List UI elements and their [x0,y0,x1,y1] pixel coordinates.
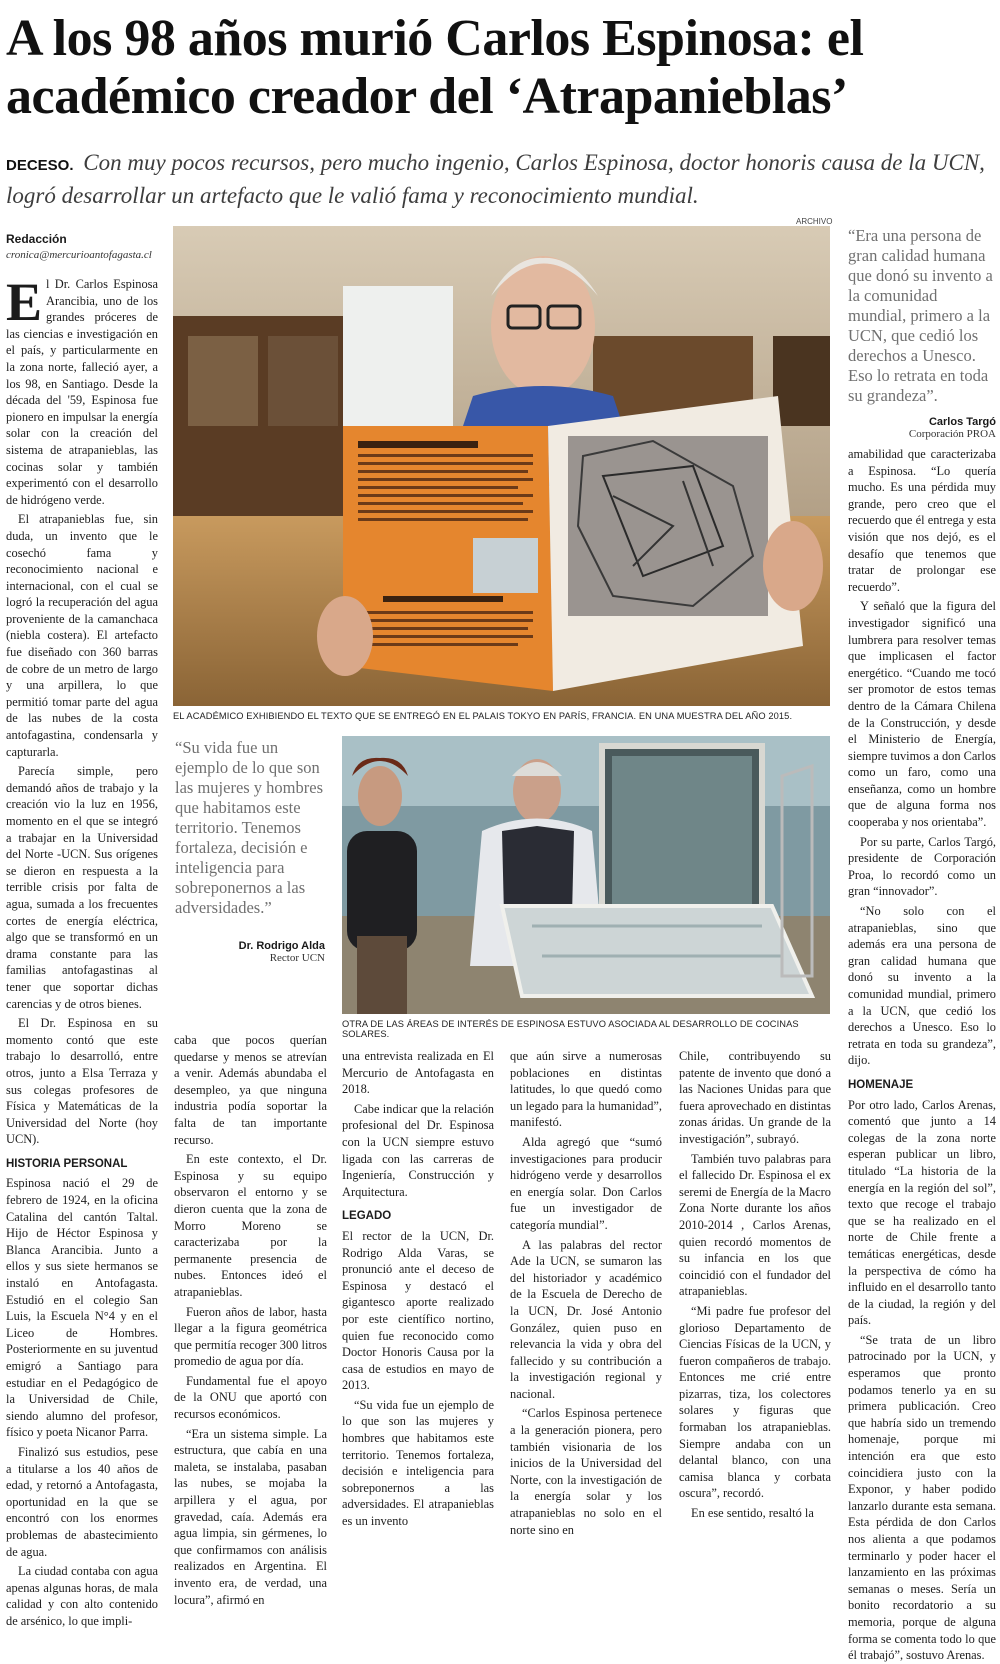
paragraph: una entrevista realizada en El Mercurio de Antofagasta en 2018. [342,1049,494,1097]
paragraph: El atrapanieblas fue, sin duda, un invento que le cosechó fama y reconocimiento nacional e internacional, con el cual se logró la recuperación del agua proveniente de la camanchaca (niebla costera). El artefacto fue diseñado con 360 barras de cobre de un metro de largo y una arpillera, lo que permitió tomar parte del agua de las nubes de la costa antofagastina, condensarla y capturarla. [6,512,158,759]
paragraph: Fueron años de labor, hasta llegar a la figura geométrica que permitía recoger 300 litros promedio de agua por día. [174,1304,327,1369]
paragraph: Finalizó sus estudios, pese a titularse a los 40 años de edad, y retornó a Antofagasta, oportunidad en la que se encontró con los enormes problemas de abastecimiento de agua. [6,1444,158,1559]
photo-solar-cooker [342,736,830,1014]
photo-caption-1: EL ACADÉMICO EXHIBIENDO EL TEXTO QUE SE ENTREGÓ EN EL PALAIS TOKYO EN PARÍS, FRANCIA. EN UNA MUESTRA DEL AÑO 2015. [173,711,793,721]
subhead-homenaje: HOMENAJE [848,1078,914,1091]
paragraph: En este contexto, el Dr. Espinosa y su equipo observaron el entorno y se dieron cuenta que la zona de Morro Moreno se caracterizaba por la permanente presencia de nubes. Entonces ideó el atrapanieblas. [174,1152,327,1299]
photo-illustration [342,736,830,1014]
paragraph: También tuvo palabras para el fallecido Dr. Espinosa el ex seremi de Energía de la Macro Zona Norte durante los años 2010-2014 , Carlos Arenas, quien recordó momentos de su infancia en los que coincidió con el fundador del atrapanieblas. [679,1151,831,1299]
paragraph: “Era un sistema simple. La estructura, que cabía en una maleta, se instalaba, pasaban las nubes, se mojaba la arpillera y el agua, por gravedad, caía. Además era agua limpia, sin gérmenes, lo que confirmamos con análisis realizados en Argentina. El invento era, de verdad, una locura”, afirmó en [174,1426,327,1607]
pull-quote-targo [848,226,996,440]
column-5 [679,1048,831,1521]
paragraph: Por otro lado, Carlos Arenas, comentó que junto a 14 colegas de la zona norte esperan publicar un libro, titulado “La historia de la energía en la región del sol”, texto que recoge el trabajo que se ha realizado en el norte de Chile frente a temáticas energéticas, desde la perspectiva de cómo ha influido en el desarrollo tanto de la ciudad, la región y del país. [848,1097,996,1328]
column-1 [6,272,158,1628]
paragraph: “Carlos Espinosa pertenece a la generación pionera, pero también visionaria de los inicios de la Universidad del Norte, con la investigación de la energía solar y los atrapanieblas no solo en el norte sino en [510,1406,662,1537]
paragraph: El Dr. Espinosa en su momento contó que este trabajo lo desarrolló, entre otros, junto a Elsa Terraza y sus colegas profesores de Física y Matemáticas de la Universidad del Norte (hoy UCN). [6,1016,158,1147]
column-3 [342,1048,494,1529]
paragraph: Chile, contribuyendo su patente de invento que donó a las Naciones Unidas para que fuera aprovechado en distintas zonas áridas. Un grande de la investigación”, subrayó. [679,1049,831,1146]
paragraph: Cabe indicar que la relación profesional del Dr. Espinosa con la UCN siempre estuvo ligada con las carreras de Ingeniería, Construcción y Arquitectura. [342,1101,494,1199]
paragraph: Parecía simple, pero demandó años de trabajo y la creación vio la luz en 1956, momento en el que se integró a trabajar en la Universidad del Norte -UCN. Sus orígenes se dieron en respuesta a la terrible crisis por falta de agua, sumada a los frecuentes cortes de energía eléctrica, algo que se transformó en un drama constante para las familias antofagastinas al tener que soportar dichas carencias y de otros bienes. [6,764,158,1011]
paragraph: Alda agregó que “sumó investigaciones para producir hidrógeno verde y desarrollos en energía solar. Don Carlos fue un investigador de categoría mundial”. [510,1134,662,1232]
paragraph: El rector de la UCN, Dr. Rodrigo Alda Varas, se pronunció ante el deceso de Espinosa y destacó el gigantesco aporte realizado por este científico nortino, quien fue reconocido como Doctor Honoris Causa por la casa de estudios en mayo de 2013. [342,1228,494,1393]
paragraph: “No solo con el atrapanieblas, sino que además era una persona de gran calidad humana que donó su invento a la comunidad mundial, primero a la UCN, que cedió los derechos a Unesco. Eso lo retrata en toda su grandeza”, dijo. [848,904,996,1068]
byline-name: Redacción [6,232,67,246]
paragraph: “Se trata de un libro patrocinado por la UCN, y esperamos que pronto podamos tenerlo ya en su primera publicación. Creo que habría sido un tremendo homenaje, porque mi intención era que esto coincidiera justo con la Exponor, y haber podido lanzarlo durante esta semana. Esta pérdida de don Carlos nos alienta a que podamos terminarlo y poder hacer el lanzamiento en las próximas semanas o meses. Sería un bonito recordatorio a su memoria, porque de alguna forma se comenta todo lo que él trabajó”, sostuvo Arenas. [848,1332,996,1663]
paragraph: “Su vida fue un ejemplo de lo que son las mujeres y hombres que habitamos este territorio. Tenemos fortaleza, decisión e inteligencia para sobreponernos a las adversidades. El atrapanieblas es un invento [342,1397,494,1529]
pull-quote-name: Dr. Rodrigo Alda [238,940,325,952]
photo-espinosa-book [173,226,830,706]
deck-kicker: DECESO. [6,157,74,174]
paragraph: Fundamental fue el apoyo de la ONU que aportó con recursos económicos. [174,1373,327,1422]
pull-quote-role: Rector UCN [269,952,325,964]
drop-cap: E [6,272,43,332]
pull-quote-text: “Su vida fue un ejemplo de lo que son las mujeres y hombres que habitamos este territorio. Tenemos fortaleza, decisión e inteligencia para sobreponernos a las adversidades.” [175,738,324,917]
column-4 [510,1048,662,1537]
paragraph: El Dr. Carlos Espinosa Arancibia, uno de los grandes próceres de las ciencias e investigación en el país, y particularmente en la zona norte, falleció ayer, a los 98, en Santiago. Desde la década del '59, Espinosa fue pionero en impulsar la energía solar con la creación del sistema de atrapanieblas, las cocinas solar y también experimentó con el desarrollo de hidrógeno verde. [6,272,158,507]
photo-illustration [173,226,830,706]
paragraph: A las palabras del rector Ade la UCN, se sumaron las del historiador y académico de la Escuela de Derecho de la UCN, Dr. José Antonio González, quien puso en relevancia la vida y obra del fallecido y su contribución a la investigación regional y nacional. [510,1237,662,1401]
column-6 [848,446,996,1663]
pull-quote-name: Carlos Targó [928,416,996,428]
deck [6,148,996,211]
paragraph: Por su parte, Carlos Targó, presidente de Corporación Proa, lo recordó como un gran “innovador”. [848,834,996,899]
pull-quote-alda [175,738,325,964]
paragraph: amabilidad que caracterizaba a Espinosa. “Lo quería mucho. Es una pérdida muy grande, pero creo que el recuerdo que él entrega y esta visión que nos dejó, es el desafío que tenemos que tratar de prolongar ese recuerdo”. [848,447,996,594]
subhead-legado: LEGADO [342,1210,392,1223]
paragraph: “Mi padre fue profesor del glorioso Departamento de Ciencias Físicas de la UCN, y fueron compañeros de trabajo. Entonces me crié entre pizarras, tiza, los colectores solares y figuras que formaban los atrapanieblas. Siempre andaba con un delantal blanco, con una camisa blanca y corbata oscura”, recordó. [679,1303,831,1501]
paragraph: Y señaló que la figura del investigador significó una lumbrera para resolver temas que implicasen el factor energético. “Cuando me tocó ser promotor de estos temas dentro de la Cámara Chilena de la Construcción, y desde el Ministerio de Energía, siempre tuvimos a don Carlos como un faro, como una enseñanza, como un hombre que de alguna forma nos cooperaba y nos orientaba”. [848,599,996,830]
subhead-historia: HISTORIA PERSONAL [6,1157,128,1170]
paragraph: En ese sentido, resaltó la [691,1506,814,1521]
byline-email: cronica@mercurioantofagasta.cl [6,249,152,261]
photo-credit: ARCHIVO [796,217,833,226]
deck-text: Con muy pocos recursos, pero mucho ingenio, Carlos Espinosa, doctor honoris causa de la UCN, logró desarrollar un artefacto que le valió fama y reconocimiento mundial. [6,150,985,208]
photo-caption-2: OTRA DE LAS ÁREAS DE INTERÉS DE ESPINOSA ESTUVO ASOCIADA AL DESARROLLO DE COCINAS SOLARES. [342,1019,799,1039]
paragraph: Espinosa nació el 29 de febrero de 1924, en la oficina Catalina del cantón Taltal. Hijo de Héctor Espinosa y Blanca Arancibia. Junto a ellos y sus siete hermanos se instaló en Antofagasta. Estudió en el colegio San Luis, la Escuela N°4 y en el Liceo de Hombres. Posteriormente en su juventud emigró a Santiago para estudiar en el Pedagógico de la Universidad de Chile, siendo alumno del profesor, físico y poeta Nicanor Parra. [6,1176,158,1440]
headline: A los 98 años murió Carlos Espinosa: el académico creador del ‘Atrapanieblas’ [6,10,864,125]
paragraph: La ciudad contaba con agua apenas algunas horas, de mala calidad y con alto contenido de arsénico, lo que impli- [6,1564,158,1628]
paragraph: que aún sirve a numerosas poblaciones en distintas latitudes, lo que quedó como un legado para la humanidad”, manifestó. [510,1049,662,1130]
pull-quote-text: “Era una persona de gran calidad humana que donó su invento a la comunidad mundial, primero a la UCN, que cedió los derechos a Unesco. Eso lo retrata en toda su grandeza”. [848,226,993,405]
byline [6,232,166,261]
column-2 [174,1032,327,1607]
pull-quote-role: Corporación PROA [908,428,996,440]
paragraph: caba que pocos querían quedarse y menos se atrevían a venir. Además abundaba el desempleo, ya que ninguna industria podía soportar la falta de tan importante recurso. [174,1033,327,1147]
